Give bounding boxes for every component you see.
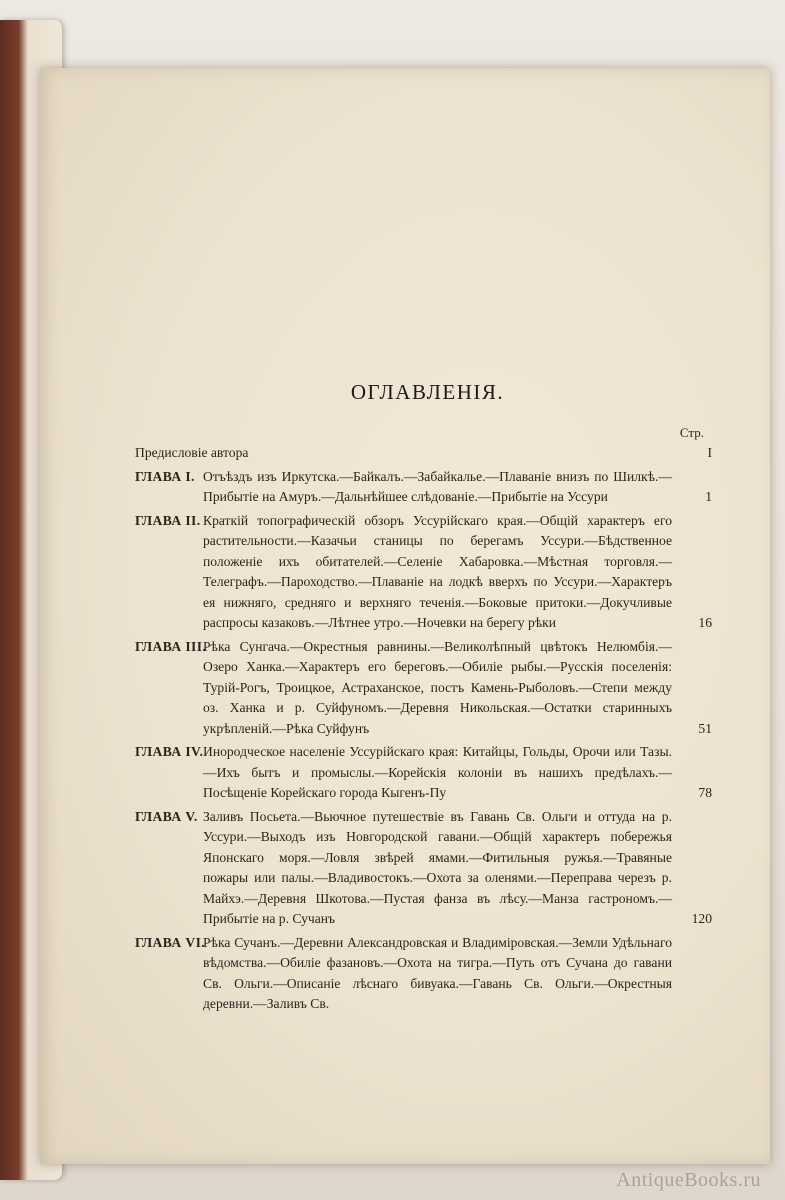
toc-entry-chapter-3: [135, 637, 720, 740]
toc-chapter-label: ГЛАВА III.: [135, 638, 207, 654]
toc-entry-page: 1: [705, 489, 712, 504]
toc-entry-text: Заливъ Посьета.—Вьючное путешествіе въ Гавань Св. Ольги и оттуда на р. Уссури.—Выходъ изъ Новгородской гавани.—Общій характеръ побережья Японскаго моря.—Ловля звѣрей ямами.—Фитильныя ружья.—Травяные пожары или палы.—Владивостокъ.—Охота за оленями.—Переправа черезъ р. Майхэ.—Деревня Шкотова.—Пустая фанза въ лѣсу.—Манза гастрономъ.—Прибытіе на р. Сучанъ: [203, 808, 672, 926]
toc-entry-text: Отъѣздъ изъ Иркутска.—Байкалъ.—Забайкалье.—Плаваніе внизъ по Шилкѣ.—Прибытіе на Амуръ.—Дальнѣйшее слѣдованіе.—Прибытіе на Уссури: [203, 468, 672, 504]
toc-chapter-label: ГЛАВА II.: [135, 512, 201, 528]
toc-entry-text: Рѣка Сучанъ.—Деревни Александровская и Владиміровская.—Земли Удѣльнаго вѣдомства.—Обиліе фазановъ.—Охота на тигра.—Путь отъ Сучана до гавани Св. Ольги.—Описаніе лѣснаго бивуака.—Гавань Св. Ольги.—Окрестныя деревни.—Заливъ Св.: [203, 934, 672, 1011]
toc-entry-preface: [135, 443, 720, 464]
toc-entry-chapter-4: [135, 742, 720, 804]
table-of-contents: [135, 380, 720, 1018]
page-column-label: Стр.: [679, 425, 704, 440]
watermark: AntiqueBooks.ru: [616, 1169, 761, 1191]
toc-entry-text: Рѣка Сунгача.—Окрестныя равнины.—Великолѣпный цвѣтокъ Нелюмбія.—Озеро Ханка.—Характеръ его береговъ.—Обиліе рыбы.—Русскія поселенія: Турій-Рогъ, Троицкое, Астраханское, постъ Камень-Рыболовъ.—Степи между оз. Ханка и р. Суйфуномъ.—Деревня Никольская.—Остатки старинныхъ укрѣпленій.—Рѣка Суйфунъ: [203, 638, 672, 736]
toc-entry-chapter-5: [135, 807, 720, 930]
toc-entry-text: Инородческое населеніе Уссурійскаго края: Китайцы, Гольды, Орочи или Тазы.—Ихъ бытъ и промыслы.—Корейскія колоніи въ нашихъ предѣлахъ.—Посѣщеніе Корейскаго города Кыгенъ-Пу: [203, 744, 672, 800]
toc-title: ОГЛАВЛЕНІЯ.: [350, 380, 505, 404]
toc-chapter-label: ГЛАВА VI.: [135, 934, 206, 950]
toc-entry-chapter-2: [135, 511, 720, 634]
toc-chapter-label: ГЛАВА V.: [135, 808, 198, 824]
toc-entry-text: Предисловіе автора: [135, 445, 249, 460]
toc-entry-page: 78: [698, 785, 712, 800]
toc-chapter-label: ГЛАВА I.: [135, 468, 195, 484]
toc-entry-chapter-6: [135, 933, 720, 1015]
toc-entry-chapter-1: [135, 467, 720, 508]
toc-entry-page: 16: [698, 615, 712, 630]
toc-chapter-label: ГЛАВА IV.: [135, 744, 204, 759]
toc-entry-page: 51: [698, 720, 712, 736]
toc-entry-text: Краткій топографическій обзоръ Уссурійскаго края.—Общій характеръ его растительности.—Казачьи станицы по берегамъ Уссури.—Бѣдственное положеніе ихъ обитателей.—Селеніе Хабаровка.—Мѣстная торговля.—Телеграфъ.—Пароходство.—Плаваніе на лодкѣ вверхъ по Уссури.—Характеръ ея нижняго, средняго и верхняго теченія.—Боковые притоки.—Докучливые распросы казаковъ.—Лѣтнее утро.—Ночевки на берегу рѣки: [203, 512, 672, 630]
toc-entry-page: 120: [691, 911, 712, 926]
toc-entry-page: I: [707, 445, 712, 460]
